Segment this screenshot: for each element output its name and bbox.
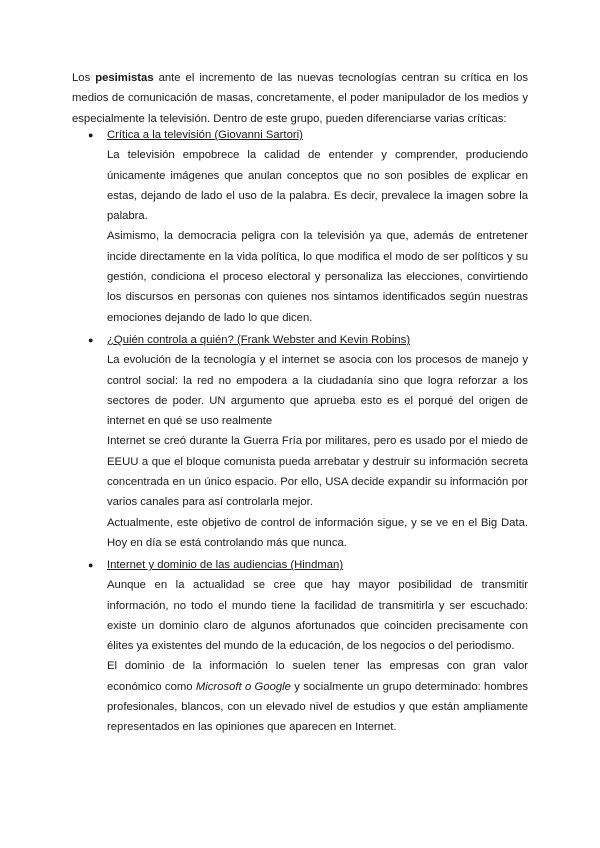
italic-companies: Microsoft o Google — [195, 680, 291, 693]
section-heading: Internet y dominio de las audiencias (Hindman) — [107, 559, 344, 571]
intro-lead: Los — [72, 72, 96, 84]
section-control — [88, 330, 528, 553]
section-paragraph: Internet se creó durante la Guerra Fría por militares, pero es usado por el miedo de EEUU a que el bloque comunista pueda arrebatar y destruir su información secreta concentrada en un único espacio. Por ello, USA decide expandir su información por varios canales para así controlarla mejor. — [107, 435, 528, 509]
section-paragraph: La televisión empobrece la calidad de entender y comprender, produciendo únicamente imágenes que anulan conceptos que no son posibles de explicar en estas, dejando de lado el uso de la palabra. Es decir, prevalece la imagen sobre la palabra. — [107, 149, 528, 223]
section-audiences — [88, 555, 528, 738]
bullet-icon: ● — [88, 130, 94, 140]
intro-paragraph — [72, 68, 528, 129]
section-heading: Crítica a la televisión (Giovanni Sartori) — [107, 129, 303, 141]
section-paragraph: Aunque en la actualidad se cree que hay mayor posibilidad de transmitir información, no todo el mundo tiene la facilidad de transmitirla y ser escuchado: existe un dominio claro de algunos afortunados que coinciden precisamente con élites ya existentes del mundo de la educación, de los negocios o del periodismo. — [107, 579, 528, 653]
bullet-icon: ● — [88, 560, 94, 570]
paragraph-text: y socialmente un grupo determinado: hombres profesionales, blancos, con un elevado nivel de estudios y que están ampliamente representados en las opiniones que aparecen en Internet. — [107, 680, 528, 734]
paragraph-text: El dominio de la información lo suelen tener las empresas con gran valor económico como — [107, 660, 528, 693]
intro-bold-term: pesimistas — [95, 72, 154, 84]
section-television — [88, 125, 528, 328]
section-paragraph: La evolución de la tecnología y el internet se asocia con los procesos de manejo y control social: la red no empodera a la ciudadanía sino que logra reforzar a los sectores de poder. UN argumento que aprueba esto es el porqué del origen de internet en qué se uso realmente — [107, 354, 528, 428]
intro-rest: ante el incremento de las nuevas tecnologías centran su crítica en los medios de comunicación de masas, concretamente, el poder manipulador de los medios y especialmente la televisión. Dentro de este grupo, pueden diferenciarse varias críticas: — [72, 72, 528, 125]
section-paragraph: Asimismo, la democracia peligra con la televisión ya que, además de entretener incide directamente en la vida política, lo que modifica el modo de ser políticos y su gestión, condiciona el proceso electoral y personaliza las elecciones, convirtiendo los discursos en personas con quienes nos sintamos identificados según nuestras emociones dejando de lado lo que dicen. — [107, 230, 528, 324]
bullet-icon: ● — [88, 335, 94, 345]
section-paragraph: Actualmente, este objetivo de control de información sigue, y se ve en el Big Data. Hoy en día se está controlando más que nunca. — [107, 516, 528, 549]
section-paragraph — [107, 656, 528, 737]
section-heading: ¿Quién controla a quién? (Frank Webster and Kevin Robins) — [107, 334, 411, 346]
